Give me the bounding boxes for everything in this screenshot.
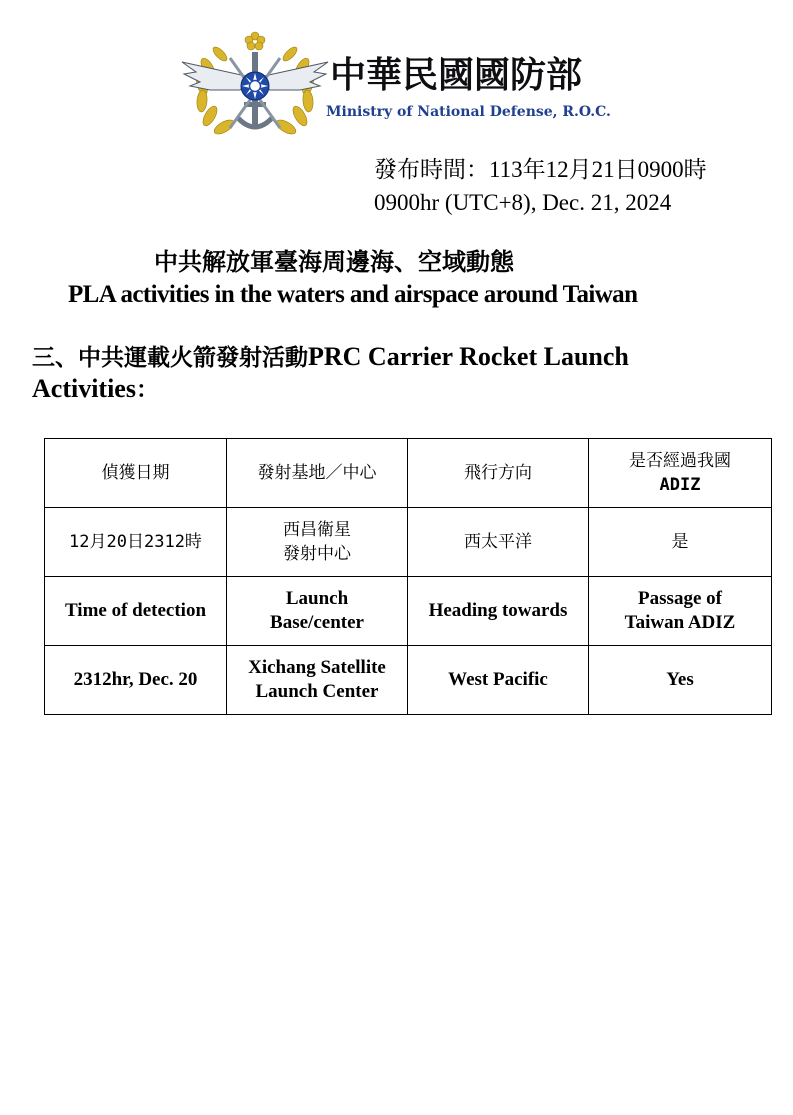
cell-launch-base-zh (227, 508, 408, 577)
section-heading-english: PRC Carrier Rocket Launch Activities (32, 342, 629, 403)
cell-launch-base-en-line2: Launch Center (255, 681, 379, 702)
rocket-launch-table (44, 438, 772, 715)
org-name-chinese: 中華民國國防部 (330, 55, 583, 96)
cell-heading-zh: 西太平洋 (408, 508, 589, 577)
table-header-row-chinese (45, 439, 772, 508)
cell-launch-base-zh-line1: 西昌衛星 (283, 520, 351, 540)
section-heading-colon: ： (135, 376, 159, 403)
cell-launch-base-en (227, 646, 408, 715)
header-launch-base-en-line1: Launch (285, 588, 349, 609)
header-heading-zh: 飛行方向 (408, 439, 589, 508)
header-adiz-en (589, 577, 772, 646)
header-adiz-en-line1: Passage of (638, 588, 722, 609)
header-detection-date-zh: 偵獲日期 (45, 439, 227, 508)
cell-adiz-zh: 是 (589, 508, 772, 577)
section-heading-chinese: 三、中共運載火箭發射活動 (32, 344, 308, 371)
org-name-english: Ministry of National Defense, R.O.C. (326, 104, 611, 120)
cell-launch-base-zh-line2: 發射中心 (283, 544, 351, 564)
header-launch-base-zh: 發射基地／中心 (227, 439, 408, 508)
header-launch-base-en (227, 577, 408, 646)
table-row-chinese (45, 508, 772, 577)
header-heading-en: Heading towards (408, 577, 589, 646)
ministry-emblem-icon (180, 28, 330, 138)
header-adiz-zh-line1: 是否經過我國 (629, 451, 731, 471)
table-header-row-english (45, 577, 772, 646)
header-launch-base-en-line2: Base/center (270, 612, 364, 633)
header-adiz-zh (589, 439, 772, 508)
document-title-chinese: 中共解放軍臺海周邊海、空域動態 (154, 247, 514, 276)
cell-detection-date-zh: 12月20日2312時 (45, 508, 227, 577)
release-time-chinese: 發布時間：113年12月21日0900時 (374, 157, 707, 182)
header-adiz-en-line2: Taiwan ADIZ (624, 612, 736, 633)
section-heading (32, 341, 757, 405)
cell-detection-time-en: 2312hr, Dec. 20 (45, 646, 227, 715)
cell-heading-en: West Pacific (408, 646, 589, 715)
header-detection-time-en: Time of detection (45, 577, 227, 646)
table-row-english (45, 646, 772, 715)
cell-adiz-en: Yes (589, 646, 772, 715)
document-title-english: PLA activities in the waters and airspace around Taiwan (68, 281, 638, 308)
release-time-english: 0900hr (UTC+8), Dec. 21, 2024 (374, 190, 672, 215)
header-adiz-zh-line2: ADIZ (659, 475, 701, 495)
cell-launch-base-en-line1: Xichang Satellite (248, 657, 386, 678)
